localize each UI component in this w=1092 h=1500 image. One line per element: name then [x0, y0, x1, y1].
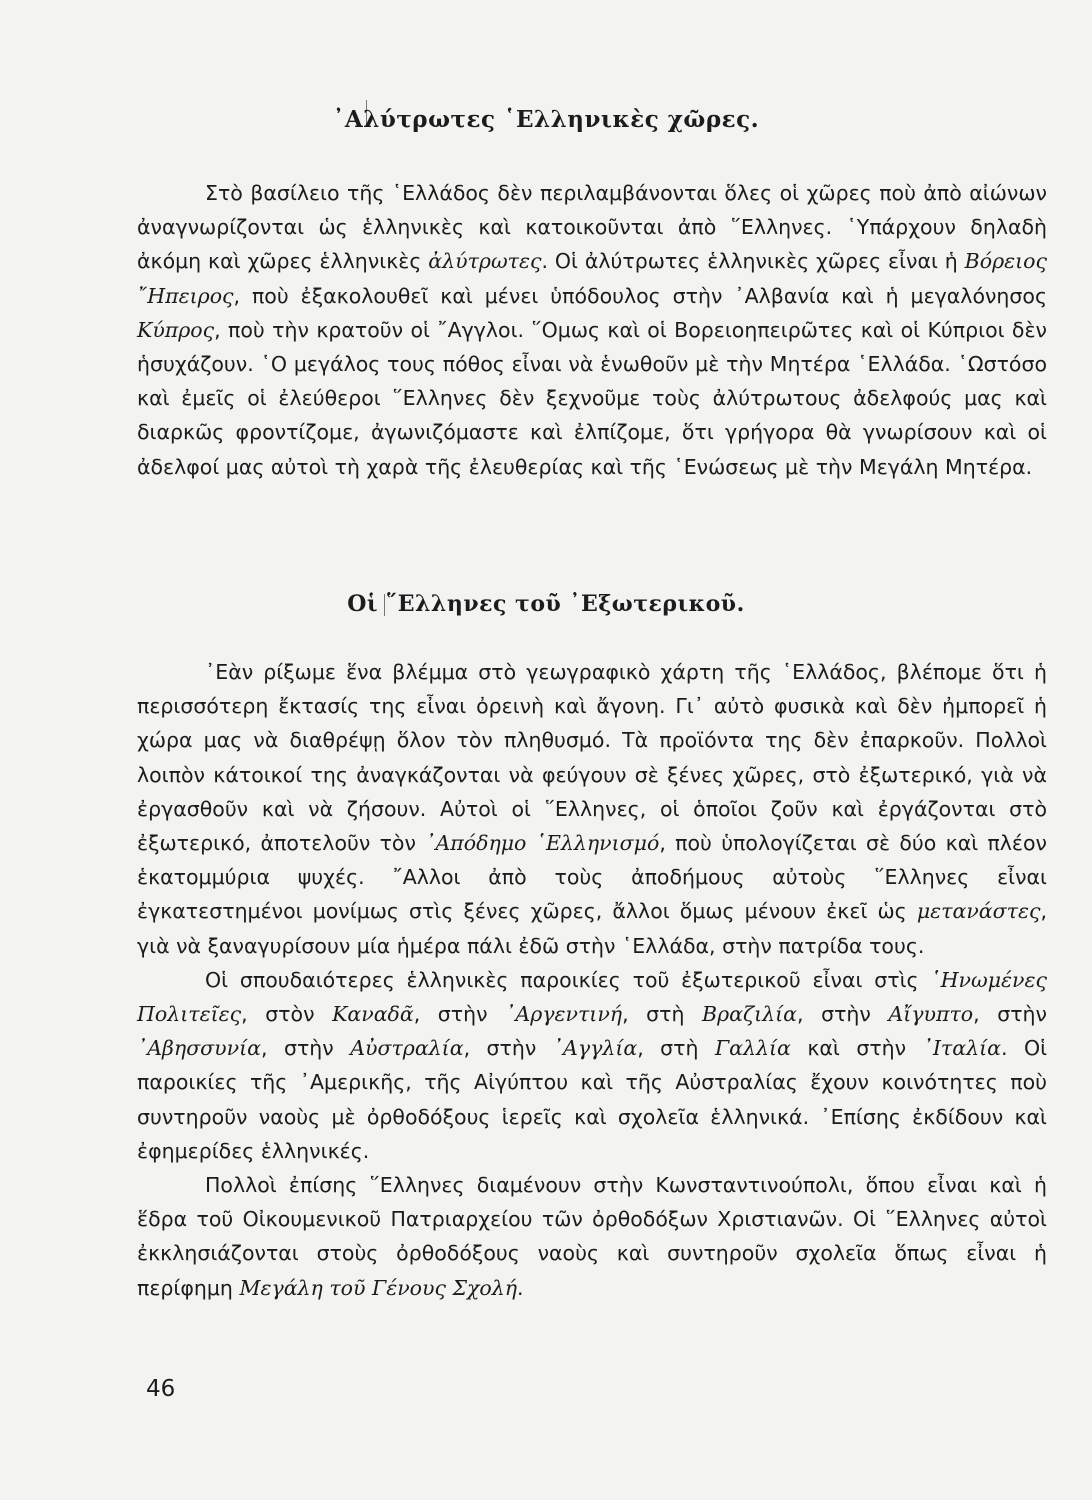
italic-term: ᾿Αβησσυνία [137, 1036, 261, 1061]
text-run: καὶ στὴν [790, 1036, 923, 1061]
text-run: , ποὺ ἐξακολουθεῖ καὶ μένει ὑπόδουλος στὴν ᾿Αλβανία καὶ ἡ μεγαλόνησος [233, 283, 1047, 308]
text-run: , ποὺ τὴν κρατοῦν οἱ ῎Αγγλοι. ῞Ομως καὶ οἱ Βορειοηπειρῶτες καὶ οἱ Κύπριοι δὲν ἡσυχάζουν. ῾Ο μεγάλος τους πόθος εἶναι νὰ ἑνωθοῦν μὲ τὴν Μητέρα ῾Ελλάδα. ῾Ωστόσο καὶ ἐμεῖς οἱ ἐλεύθεροι ῞Ελληνες δὲν ξεχνοῦμε τοὺς ἀλύτρωτους ἀδελφούς μας καὶ διαρκῶς φροντίζομε, ἀγωνιζόμαστε καὶ ἐλπίζομε, ὅτι γρήγορα θὰ γνωρίσουν καὶ οἱ ἀδελφοί μας αὐτοὶ τὴ χαρὰ τῆς ἐλευθερίας καὶ τῆς ῾Ενώσεως μὲ τὴν Μεγάλη Μητέρα. [137, 317, 1047, 479]
italic-term: ᾿Αργεντινή [505, 1002, 623, 1027]
text-run: ᾿Εὰν ρίξωμε ἕνα βλέμμα στὸ γεωγραφικὸ χάρτη τῆς ῾Ελλάδος, βλέπομε ὅτι ἡ περισσότερη ἔκτασίς της εἶναι ὀρεινὴ καὶ ἄγονη. Γι᾿ αὐτὸ φυσικὰ καὶ δὲν ἠμπορεῖ ἡ χώρα μας νὰ διαθρέψῃ ὅλον τὸν πληθυσμό. Τὰ προϊόντα της δὲν ἐπαρκοῦν. Πολλοὶ λοιπὸν κάτοικοί της ἀναγκάζονται νὰ φεύγουν σὲ ξένες χῶρες, στὸ ἐξωτερικό, γιὰ νὰ ἐργασθοῦν καὶ νὰ ζήσουν. Αὐτοὶ οἱ ῞Ελληνες, οἱ ὁποῖοι ζοῦν καὶ ἐργάζονται στὸ ἐξωτερικό, ἀποτελοῦν τὸν [137, 660, 1047, 856]
paragraph [137, 655, 1047, 963]
paragraph [137, 1168, 1047, 1305]
text-run: . Οἱ παροικίες τῆς ᾿Αμερικῆς, τῆς Αἰγύπτου καὶ τῆς Αὐστραλίας ἔχουν κοινότητες ποὺ συντηροῦν ναοὺς μὲ ὀρθοδόξους ἱερεῖς καὶ σχολεῖα ἑλληνικά. ᾿Επίσης ἐκδίδουν καὶ ἐφημερίδες ἑλληνικές. [137, 1036, 1048, 1163]
italic-term: ῾Ηνωμένες Πολιτεῖες [137, 967, 1047, 1027]
text-run: Οἱ σπουδαιότερες ἑλληνικὲς παροικίες τοῦ ἐξωτερικοῦ εἶναι στὶς [205, 967, 931, 992]
paragraph [137, 176, 1047, 484]
text-run: , στὴν [973, 1002, 1048, 1027]
text-run: , στὸν [241, 1002, 333, 1027]
page-number: 46 [146, 1376, 176, 1402]
text-run: , στὴν [797, 1002, 889, 1027]
italic-term: Καναδᾶ [332, 1002, 414, 1027]
section-body-greeks-abroad [137, 655, 1047, 1305]
italic-term: Γαλλία [714, 1036, 791, 1061]
text-run: , στὴν [463, 1036, 553, 1061]
italic-term: Βόρειος ῎Ηπειρος [137, 249, 1047, 308]
italic-term: μετανάστες [916, 899, 1041, 924]
italic-term: ᾿Απόδημο ῾Ελληνισμό [425, 831, 660, 856]
italic-term: Κύπρος [137, 317, 215, 342]
text-run: , στὴ [622, 1002, 703, 1027]
section-heading-greeks-abroad: Οἱ ῞Ελληνες τοῦ ᾿Εξωτερικοῦ. [347, 591, 745, 617]
text-run: Πολλοὶ ἐπίσης ῞Ελληνες διαμένουν στὴν Κωνσταντινούπολι, ὅπου εἶναι καὶ ἡ ἕδρα τοῦ Οἰκουμενικοῦ Πατριαρχείου τῶν ὀρθοδόξων Χριστιανῶν. Οἱ ῞Ελληνες αὐτοὶ ἐκκλησιάζονται στοὺς ὀρθοδόξους ναοὺς καὶ συντηροῦν σχολεῖα ὅπως εἶναι ἡ περίφημη [137, 1173, 1047, 1300]
text-run: , στὴ [637, 1036, 715, 1061]
text-run: , γιὰ νὰ ξαναγυρίσουν μία ἡμέρα πάλι ἐδῶ στὴν ῾Ελλάδα, στὴν πατρίδα τους. [137, 899, 1047, 958]
text-run: Στὸ βασίλειο τῆς ῾Ελλάδος δὲν περιλαμβάνονται ὅλες οἱ χῶρες ποὺ ἀπὸ αἰώνων ἀναγνωρίζονται ὡς ἑλληνικὲς καὶ κατοικοῦνται ἀπὸ ῞Ελληνες. ῾Υπάρχουν δηλαδὴ ἀκόμη καὶ χῶρες ἑλληνικὲς [137, 181, 1047, 274]
section-heading-unredeemed-lands: ᾿Αλύτρωτες ῾Ελληνικὲς χῶρες. [332, 106, 760, 133]
italic-term: Βραζιλία [702, 1002, 798, 1027]
text-run: , ποὺ ὑπολογίζεται σὲ δύο καὶ πλέον ἑκατομμύρια ψυχές. ῎Αλλοι ἀπὸ τοὺς ἀποδήμους αὐτοὺς ῞Ελληνες εἶναι ἐγκατεστημένοι μονίμως στὶς ξένες χῶρες, ἄλλοι ὅμως μένουν ἐκεῖ ὡς [137, 831, 1047, 924]
italic-term: Αὐστραλία [350, 1036, 464, 1061]
italic-term: ἀλύτρωτες [428, 249, 542, 274]
text-run: , στὴν [413, 1002, 506, 1027]
text-run: , στὴν [260, 1036, 351, 1061]
italic-term: Αἴγυπτο [888, 1002, 974, 1027]
paragraph [137, 963, 1047, 1168]
italic-term: ᾿Ιταλία [922, 1036, 1001, 1061]
section-body-unredeemed-lands [137, 176, 1047, 484]
italic-term: ᾿Αγγλία [552, 1036, 638, 1061]
text-run: . [517, 1275, 524, 1300]
italic-term: Μεγάλη τοῦ Γένους Σχολή [239, 1275, 518, 1300]
text-run: . Οἱ ἀλύτρωτες ἑλληνικὲς χῶρες εἶναι ἡ [541, 249, 965, 274]
